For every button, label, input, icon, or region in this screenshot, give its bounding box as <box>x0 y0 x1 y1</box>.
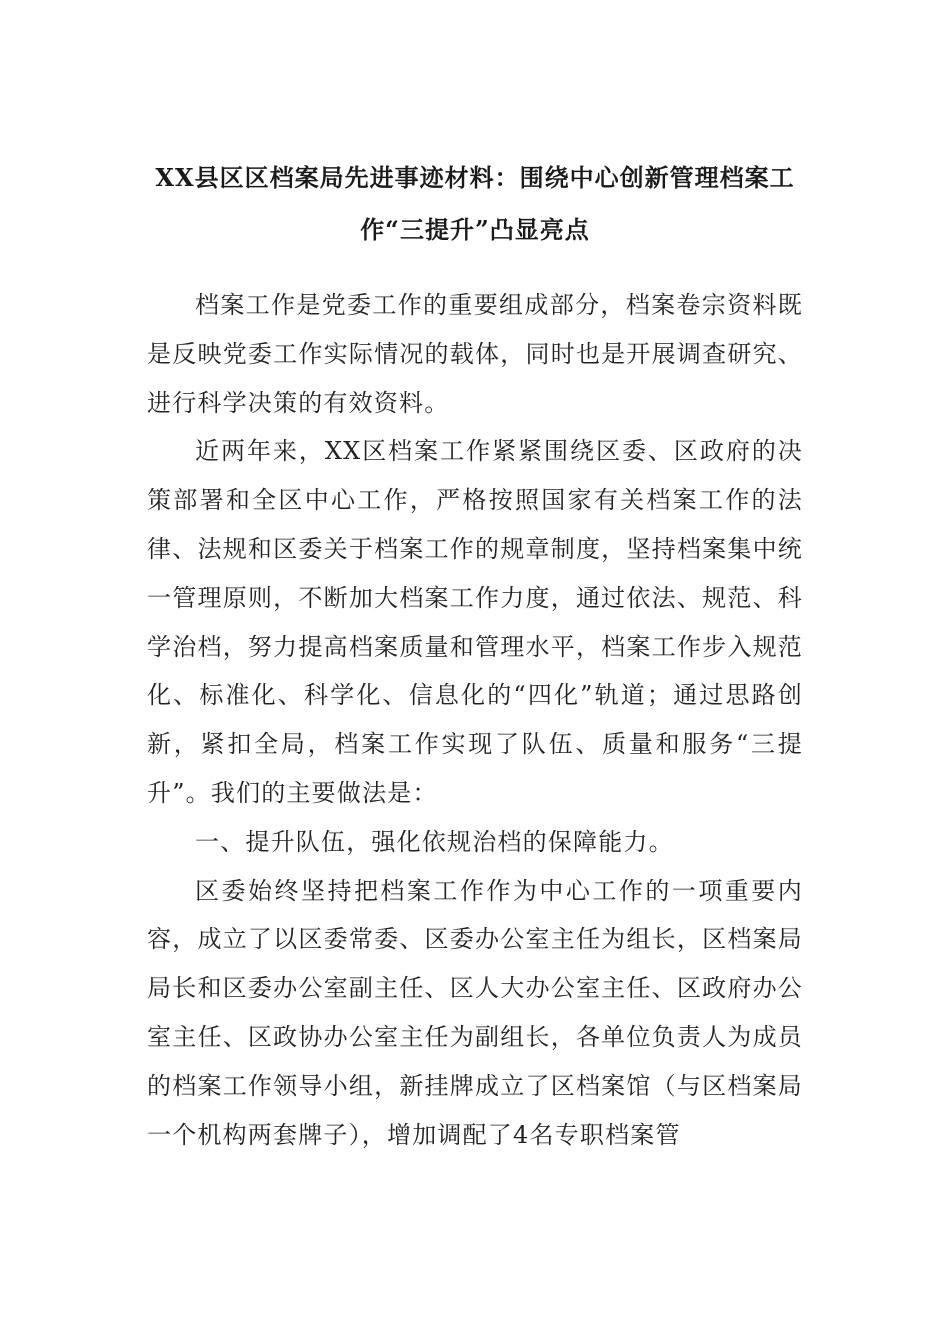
paragraph: 近两年来，XX区档案工作紧紧围绕区委、区政府的决策部署和全区中心工作，严格按照国家有关档案工作的法律、法规和区委关于档案工作的规章制度，坚持档案集中统一管理原则，不断加大档案工作力度，通过依法、规范、科学治档，努力提高档案质量和管理水平，档案工作步入规范化、标准化、科学化、信息化的“四化”轨道；通过思路创新，紧扣全局，档案工作实现了队伍、质量和服务“三提升”。我们的主要做法是： <box>147 437 803 807</box>
paragraph: 区委始终坚持把档案工作作为中心工作的一项重要内容，成立了以区委常委、区委办公室主任为组长，区档案局局长和区委办公室副主任、区人大办公室主任、区政府办公室主任、区政协办公室主任为副组长，各单位负责人为成员的档案工作领导小组，新挂牌成立了区档案馆（与区档案局一个机构两套牌子），增加调配了4名专职档案管 <box>147 876 803 1149</box>
section-heading: 一、提升队伍，强化依规治档的保障能力。 <box>195 827 674 856</box>
document-title: XX县区区档案局先进事迹材料：围绕中心创新管理档案工作“三提升”凸显亮点 <box>155 163 795 244</box>
document-body <box>147 281 803 1159</box>
paragraph: 档案工作是党委工作的重要组成部分，档案卷宗资料既是反映党委工作实际情况的载体，同时也是开展调查研究、进行科学决策的有效资料。 <box>147 291 803 417</box>
